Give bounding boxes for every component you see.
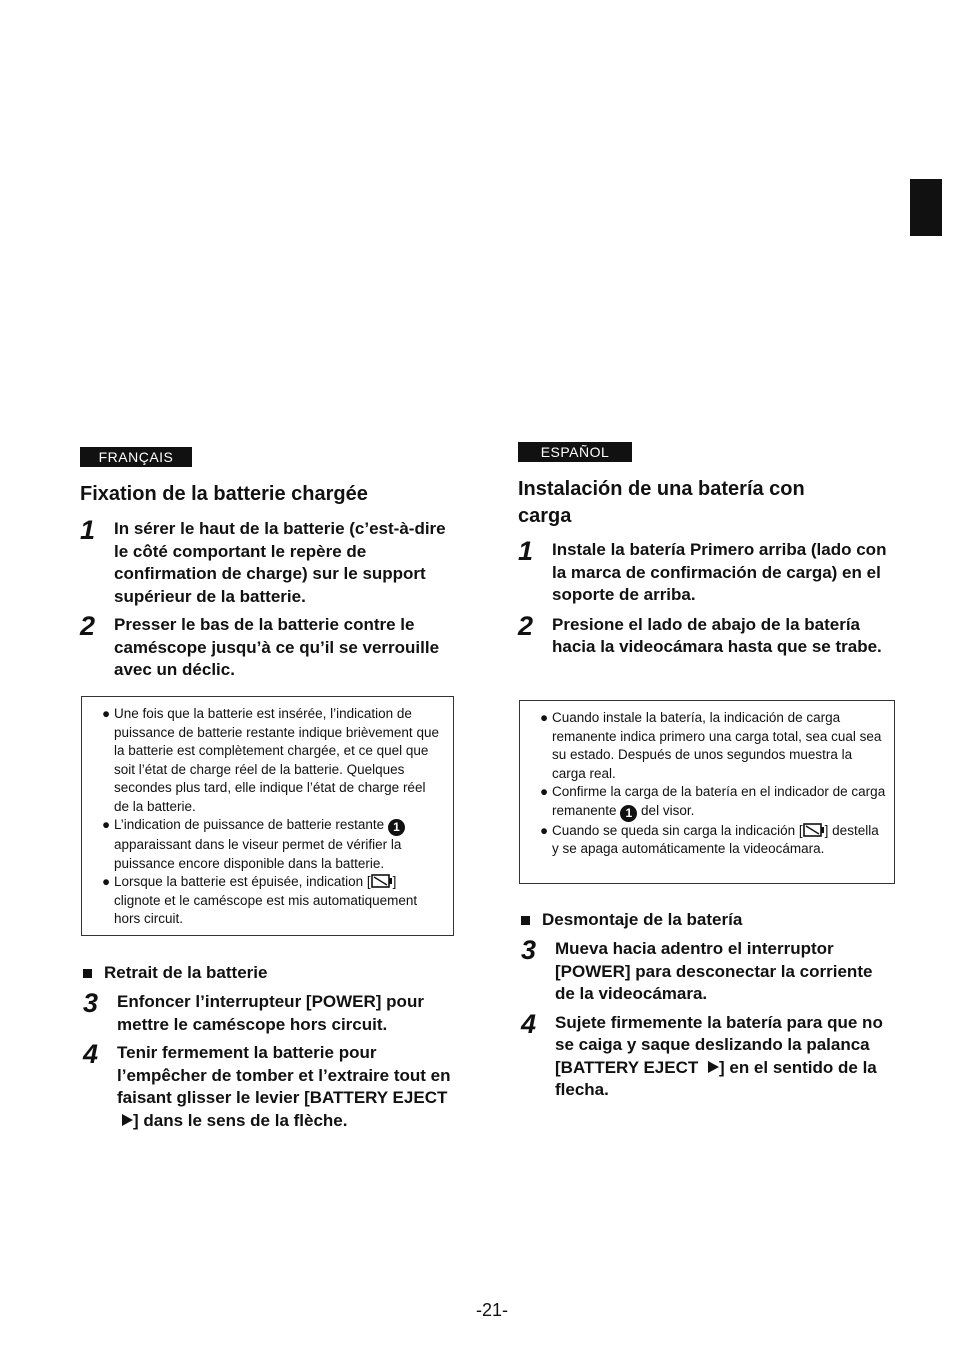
section-title-es: Instalación de una batería con carga bbox=[518, 478, 805, 527]
note-item bbox=[540, 822, 888, 859]
step-number: 3 bbox=[521, 935, 537, 965]
step-1-fr bbox=[80, 515, 449, 608]
step-number: 2 bbox=[80, 611, 96, 641]
step-number: 3 bbox=[83, 988, 99, 1018]
empty-battery-icon bbox=[371, 874, 393, 888]
notes-box-es bbox=[519, 700, 895, 884]
step-4-fr bbox=[83, 1039, 455, 1132]
note-item bbox=[102, 816, 441, 873]
bullet: ● bbox=[102, 817, 111, 832]
step-text: Instale la batería Primero arriba (lado con la marca de confirmación de carga) en el soporte de arriba. bbox=[552, 540, 887, 604]
step-3-es bbox=[521, 935, 891, 1006]
note-text: ] clignote et le caméscope est mis automatiquement hors circuit. bbox=[114, 874, 418, 926]
french-remove-section bbox=[83, 962, 455, 1132]
empty-battery-icon bbox=[803, 823, 825, 837]
step-2-es bbox=[518, 610, 898, 659]
step-text: Presione el lado de abajo de la batería hacia la videocámara hasta que se trabe. bbox=[552, 614, 882, 656]
note-text: apparaissant dans le viseur permet de vérifier la puissance encore disponible dans la batterie. bbox=[114, 837, 402, 871]
note-text: Cuando se queda sin carga la indicación [ bbox=[552, 822, 803, 838]
note-text: Une fois que la batterie est insérée, l’indication de puissance de batterie restante indique brièvement que la batterie est complètement chargée, et ce quel que soit l’état de charge réel de la batterie. Quelques secondes plus tard, elle indique l’état de charge réel de la batterie. bbox=[114, 706, 439, 814]
spanish-remove-section bbox=[521, 909, 891, 1102]
note-item bbox=[102, 873, 441, 929]
square-bullet-icon bbox=[521, 916, 530, 925]
step-number: 2 bbox=[518, 610, 534, 641]
step-text: Enfoncer l’interrupteur [POWER] pour mettre le caméscope hors circuit. bbox=[117, 992, 424, 1034]
subheading-fr bbox=[83, 962, 455, 984]
note-text: ] destella y se apaga automáticamente la videocámara. bbox=[552, 822, 879, 856]
step-text: ] en el sentido de la flecha. bbox=[555, 1057, 877, 1099]
bullet: ● bbox=[102, 874, 111, 889]
notes-box-fr bbox=[81, 696, 454, 936]
spanish-column bbox=[518, 476, 898, 659]
note-item bbox=[540, 709, 888, 783]
step-number: 4 bbox=[521, 1008, 537, 1039]
bullet: ● bbox=[540, 710, 549, 725]
language-badge-fr: FRANÇAIS bbox=[80, 447, 192, 467]
step-text: In sérer le haut de la batterie (c’est-à-dire le côté comportant le repère de confirmation de charge) sur le support supérieur de la batterie. bbox=[114, 519, 446, 606]
arrow-right-icon bbox=[122, 1114, 133, 1126]
note-text: Lorsque la batterie est épuisée, indication [ bbox=[114, 874, 371, 889]
bullet: ● bbox=[540, 784, 549, 799]
note-item bbox=[540, 783, 888, 822]
step-text: Tenir fermement la batterie pour l’empêcher de tomber et l’extraire tout en faisant glisser le levier [BATTERY EJECT bbox=[117, 1043, 451, 1107]
bullet: ● bbox=[540, 822, 549, 838]
marker-1-icon: 1 bbox=[620, 805, 637, 822]
note-text: L’indication de puissance de batterie restante bbox=[114, 817, 388, 832]
page-number: -21- bbox=[475, 1300, 508, 1320]
note-text: Cuando instale la batería, la indicación de carga remanente indica primero una carga total, sea cual sea su estado. Después de unos segundos muestra la carga real. bbox=[552, 710, 882, 781]
section-title-fr: Fixation de la batterie chargée bbox=[80, 483, 368, 505]
note-text: del visor. bbox=[637, 802, 695, 818]
note-text: Confirme la carga de la batería en el indicador de carga remanente bbox=[552, 784, 886, 818]
french-column bbox=[80, 481, 452, 682]
square-bullet-icon bbox=[83, 969, 92, 978]
language-badge-es: ESPAÑOL bbox=[518, 442, 632, 462]
arrow-right-icon bbox=[708, 1061, 719, 1073]
marker-1-icon: 1 bbox=[388, 819, 405, 836]
step-number: 1 bbox=[518, 536, 534, 566]
bullet: ● bbox=[102, 706, 111, 721]
step-number: 1 bbox=[80, 515, 96, 545]
step-2-fr bbox=[80, 611, 459, 682]
section-edge-tab bbox=[910, 179, 942, 236]
step-text: ] dans le sens de la flèche. bbox=[133, 1110, 348, 1130]
step-text: Sujete firmemente la batería para que no se caiga y saque deslizando la palanca [BATTERY EJECT bbox=[555, 1012, 883, 1077]
subheading-text: Desmontaje de la batería bbox=[542, 910, 743, 929]
step-text: Mueva hacia adentro el interruptor [POWER] para desconectar la corriente de la videocámara. bbox=[555, 939, 873, 1003]
step-number: 4 bbox=[83, 1039, 99, 1069]
subheading-es bbox=[521, 909, 891, 931]
subheading-text: Retrait de la batterie bbox=[104, 963, 268, 982]
step-text: Presser le bas de la batterie contre le caméscope jusqu’à ce qu’il se verrouille avec un déclic. bbox=[114, 615, 440, 679]
note-item bbox=[102, 705, 441, 816]
step-1-es bbox=[518, 536, 894, 607]
step-3-fr bbox=[83, 988, 455, 1036]
step-4-es bbox=[521, 1008, 893, 1102]
